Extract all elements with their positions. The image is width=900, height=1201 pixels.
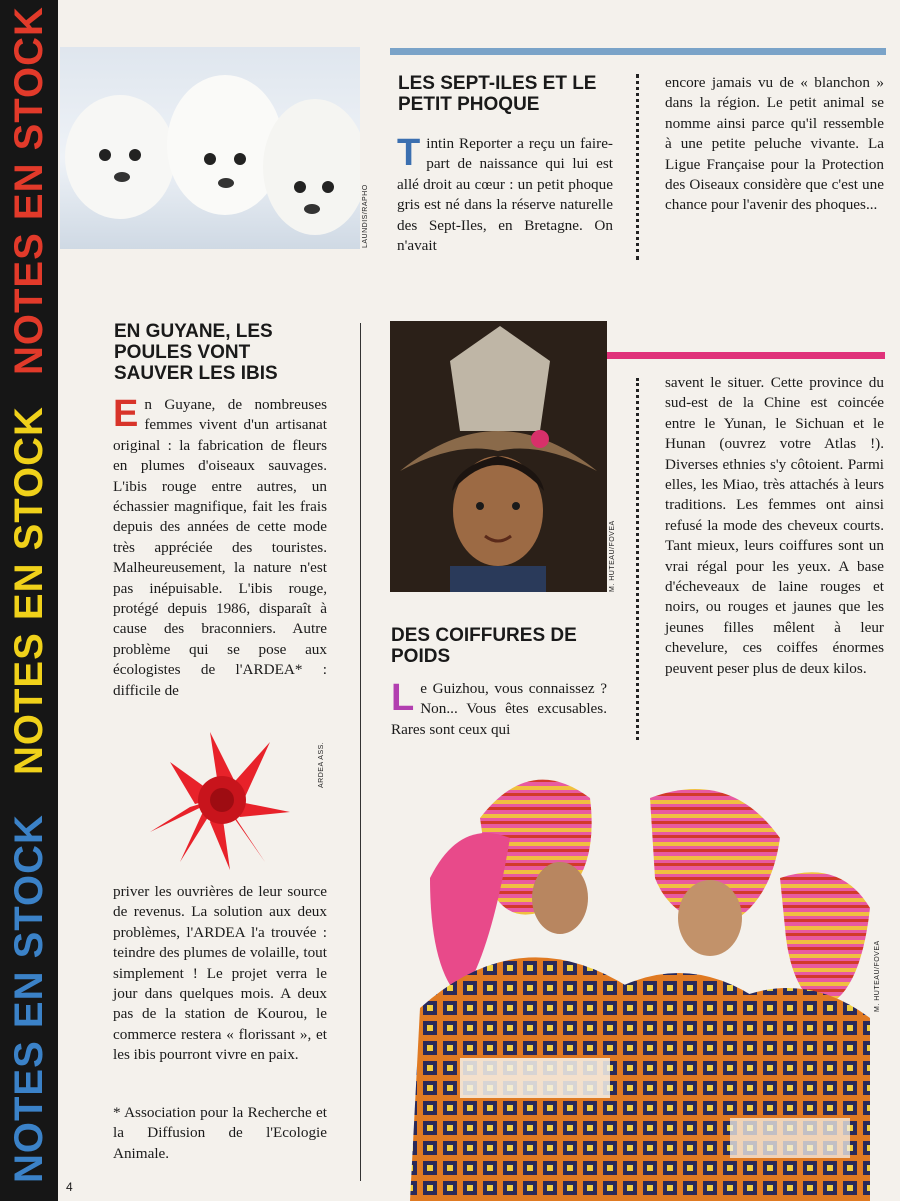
page-number: 4 [66, 1180, 73, 1194]
article-guyane-col2: priver les ouvrières de leur source de revenus. La solution aux deux problèmes, l'ARDEA l'a trouvée : teindre des plumes de volaille, tout simplement ! Le projet verra le jour dans quelques mois. A deux pas de la station de Kourou, le commerce restera « florissant », et les ibis pourront vivre en paix. [113, 883, 327, 1064]
headline-coiffures: DES COIFFURES DE POIDS [391, 625, 577, 667]
photo-credit-portrait: M. HUTEAU/FOVEA [609, 520, 616, 592]
miao-headdress-portrait [390, 321, 607, 592]
seal-pups-photo [60, 47, 360, 249]
miao-women-group-photo [400, 758, 880, 1201]
headline-sept-iles: LES SEPT-ILES ET LE PETIT PHOQUE [398, 73, 597, 115]
photo-credit-flower: ARDEA ASS. [318, 741, 325, 788]
article-guyane-footnote: * Association pour la Recherche et la Diffusion de l'Ecologie Animale. [113, 1104, 327, 1162]
banner-text-bottom: NOTES EN STOCK [7, 814, 51, 1183]
article-coiffures-text1: e Guizhou, vous connaissez ? Non... Vous êtes excusables. Rares sont ceux qui [391, 680, 607, 738]
article-guyane-text1: n Guyane, de nombreuses femmes vivent d'un artisanat original : la fabrication de fleurs en plumes d'oiseaux sauvages. L'ibis rouge entre autres, un échassier magnifique, fait les frais depuis des années de cette mode très appréciée des touristes. Malheureusement, la nature n'est pas inépuisable. L'ibis rouge, protégé depuis 1986, disparaît à cause des braconniers. Autre problème qui se pose aux écologistes de l'ARDEA* : difficile de [113, 396, 327, 699]
sidebar-banner [0, 0, 58, 1201]
drop-cap-t: T [397, 132, 421, 174]
article-guyane-col1 [113, 395, 327, 701]
drop-cap-l: L [391, 677, 415, 719]
column-divider [360, 323, 361, 1181]
article-phoque-col2: encore jamais vu de « blanchon » dans la région. Le petit animal se nomme ainsi parce qu'il ressemble à une petite peluche vivante. La Ligue Française pour la Protection des Oiseaux considère que c'est une chance pour l'avenir des phoques... [665, 74, 884, 214]
headline-guyane: EN GUYANE, LES POULES VONT SAUVER LES IBIS [114, 321, 278, 384]
banner-text-middle: NOTES EN STOCK [7, 406, 51, 775]
article-phoque-text1: intin Reporter a reçu un faire-part de naissance qui lui est allé droit au cœur : un petit phoque gris est né dans la réserve naturelle des Sept-Iles, en Bretagne. On n'avait [397, 135, 613, 255]
article-coiffures-col2: savent le situer. Cette province du sud-est de la Chine est coincée entre le Yunan, le Sichuan et le Hunan (ouvrez votre Atlas !). Diverses ethnies s'y côtoient. Parmi elles, les Miao, très attachés à leurs traditions. Les femmes ont ainsi refusé la mode des cheveux courts. Tant mieux, leurs coiffures sont un vrai régal pour les yeux. A base d'écheveaux de laine rouges et noirs, ou rouges et jaunes que les jeunes filles mêlent à leur chevelure, ces coiffes énormes peuvent peser plus de deux kilos. [665, 374, 884, 677]
banner-text-top: NOTES EN STOCK [7, 6, 51, 375]
column-dots-1 [636, 74, 639, 260]
drop-cap-e: E [113, 393, 139, 435]
column-dots-2 [636, 378, 639, 740]
photo-credit-group: M. HUTEAU/FOVEA [874, 940, 881, 1012]
photo-credit-seals: LAUNDIS/RAPHO [362, 184, 369, 248]
pink-rule [607, 352, 885, 359]
article-coiffures-col1 [391, 679, 607, 740]
blue-rule [390, 48, 886, 55]
red-feather-flower-image [140, 722, 300, 874]
article-phoque-col1 [397, 134, 613, 256]
